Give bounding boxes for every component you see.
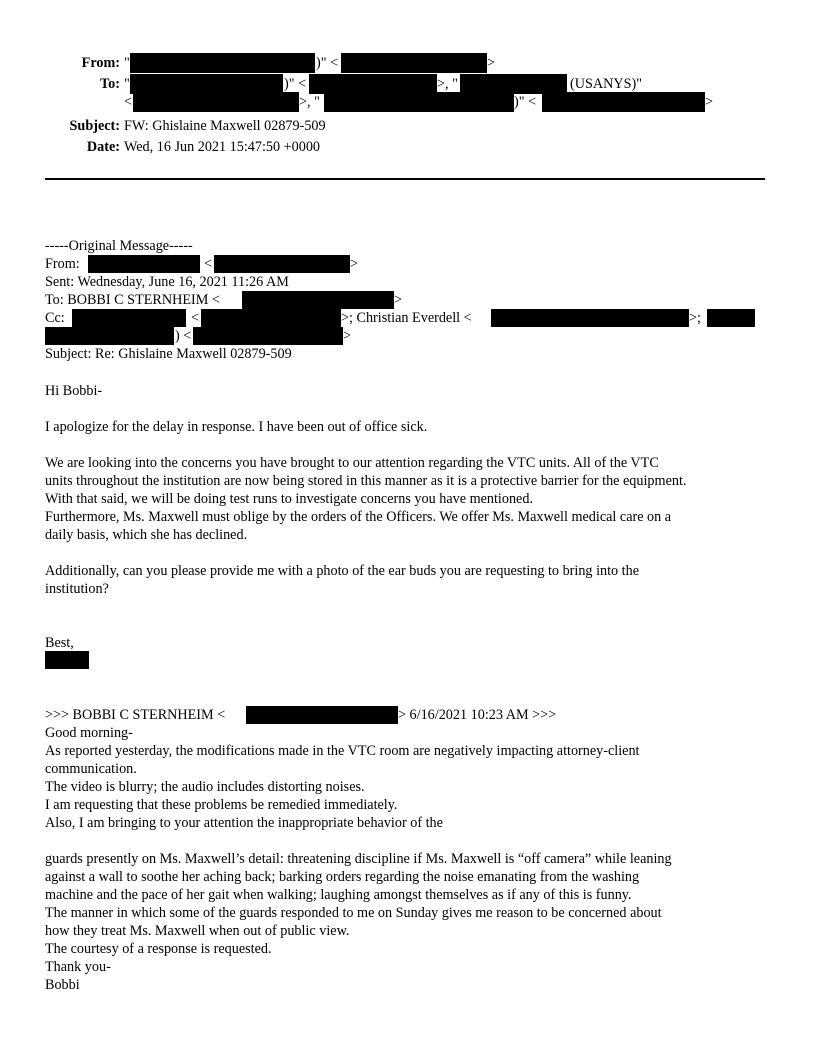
to-sep-2: >, " xyxy=(437,76,458,92)
header-divider xyxy=(45,178,765,180)
closing: Best, xyxy=(45,635,74,651)
paragraph: I apologize for the delay in response. I have been out of office sick. xyxy=(45,419,428,435)
redaction-bar xyxy=(542,92,705,112)
paragraph-line: units throughout the institution are now being stored in this manner as it is a protective barrier for the equipment. xyxy=(45,473,687,489)
original-marker: -----Original Message----- xyxy=(45,238,193,254)
to2-sep-1: >, " xyxy=(299,94,320,110)
orig-cc-lt: < xyxy=(191,310,200,326)
redaction-bar xyxy=(707,309,755,327)
subject-label: Subject: xyxy=(69,118,120,134)
to-label: To: xyxy=(100,76,120,92)
to2-open: < xyxy=(124,94,133,110)
greeting: Hi Bobbi- xyxy=(45,383,103,399)
orig-cc2-end: > xyxy=(343,328,352,344)
quoted-line: communication. xyxy=(45,761,137,777)
subject-value: FW: Ghislaine Maxwell 02879-509 xyxy=(124,118,326,134)
to-sep-1: )" < xyxy=(284,76,307,92)
orig-cc-mid: >; Christian Everdell < xyxy=(341,310,472,326)
redaction-bar xyxy=(246,706,398,724)
from-quote-open: " xyxy=(124,55,130,71)
paragraph-line: daily basis, which she has declined. xyxy=(45,527,248,543)
to-quote-open: " xyxy=(124,76,130,92)
redaction-bar xyxy=(309,74,437,94)
quoted-line: I am requesting that these problems be remedied immediately. xyxy=(45,797,398,813)
quoted-header-start: >>> BOBBI C STERNHEIM < xyxy=(45,707,226,723)
paragraph-line: Additionally, can you please provide me with a photo of the ear buds you are requesting to bring into the xyxy=(45,563,640,579)
redaction-bar xyxy=(324,92,514,112)
quoted-line: machine and the pace of her gait when walking; laughing amongst themselves as if any of this is funny. xyxy=(45,887,632,903)
redaction-bar xyxy=(242,291,394,309)
to2-sep-2: )" < xyxy=(514,94,537,110)
quoted-line: The courtesy of a response is requested. xyxy=(45,941,272,957)
quoted-line: guards presently on Ms. Maxwell’s detail: threatening discipline if Ms. Maxwell is “off camera” while leaning xyxy=(45,851,672,867)
orig-cc2-mid: ) < xyxy=(175,328,192,344)
date-value: Wed, 16 Jun 2021 15:47:50 +0000 xyxy=(124,139,321,155)
from-label: From: xyxy=(81,55,120,71)
date-label: Date: xyxy=(86,139,120,155)
quoted-line: against a wall to soothe her aching back; barking orders regarding the noise emanating from the washing xyxy=(45,869,640,885)
orig-sent: Sent: Wednesday, June 16, 2021 11:26 AM xyxy=(45,274,289,290)
redaction-bar xyxy=(133,92,299,112)
to2-end: > xyxy=(705,94,714,110)
quoted-line: Good morning- xyxy=(45,725,133,741)
orig-cc-end: >; xyxy=(689,310,701,326)
quoted-line: The manner in which some of the guards responded to me on Sunday gives me reason to be concerned about xyxy=(45,905,662,921)
quoted-line: how they treat Ms. Maxwell when out of public view. xyxy=(45,923,350,939)
redaction-bar xyxy=(193,327,343,345)
from-sep: )" < xyxy=(316,55,339,71)
from-end: > xyxy=(487,55,496,71)
redaction-bar xyxy=(460,74,567,94)
redaction-bar xyxy=(214,255,350,273)
quoted-line: Also, I am bringing to your attention the inappropriate behavior of the xyxy=(45,815,443,831)
paragraph-line: We are looking into the concerns you have brought to our attention regarding the VTC units. All of the VTC xyxy=(45,455,659,471)
redaction-bar xyxy=(45,327,174,345)
quoted-line: The video is blurry; the audio includes distorting noises. xyxy=(45,779,365,795)
to-org: (USANYS)" xyxy=(570,76,643,92)
quoted-line: As reported yesterday, the modifications made in the VTC room are negatively impacting attorney-client xyxy=(45,743,640,759)
redaction-bar xyxy=(45,651,89,669)
redaction-bar xyxy=(130,74,283,94)
orig-subject: Subject: Re: Ghislaine Maxwell 02879-509 xyxy=(45,346,292,362)
orig-to: To: BOBBI C STERNHEIM < xyxy=(45,292,220,308)
orig-to-gt: > xyxy=(394,292,403,308)
redaction-bar xyxy=(341,53,487,73)
quoted-line: Bobbi xyxy=(45,977,80,993)
quoted-header-end: > 6/16/2021 10:23 AM >>> xyxy=(398,707,557,723)
redaction-bar xyxy=(88,255,200,273)
quoted-line: Thank you- xyxy=(45,959,111,975)
paragraph-line: With that said, we will be doing test runs to investigate concerns you have mentioned. xyxy=(45,491,533,507)
orig-from-lt: < xyxy=(204,256,213,272)
orig-from-gt: > xyxy=(350,256,359,272)
paragraph-line: institution? xyxy=(45,581,109,597)
orig-cc-label: Cc: xyxy=(45,310,65,326)
redaction-bar xyxy=(130,53,315,73)
redaction-bar xyxy=(201,309,341,327)
redaction-bar xyxy=(491,309,689,327)
paragraph-line: Furthermore, Ms. Maxwell must oblige by the orders of the Officers. We offer Ms. Maxwell medical care on a xyxy=(45,509,672,525)
orig-from-label: From: xyxy=(45,256,80,272)
redaction-bar xyxy=(72,309,186,327)
